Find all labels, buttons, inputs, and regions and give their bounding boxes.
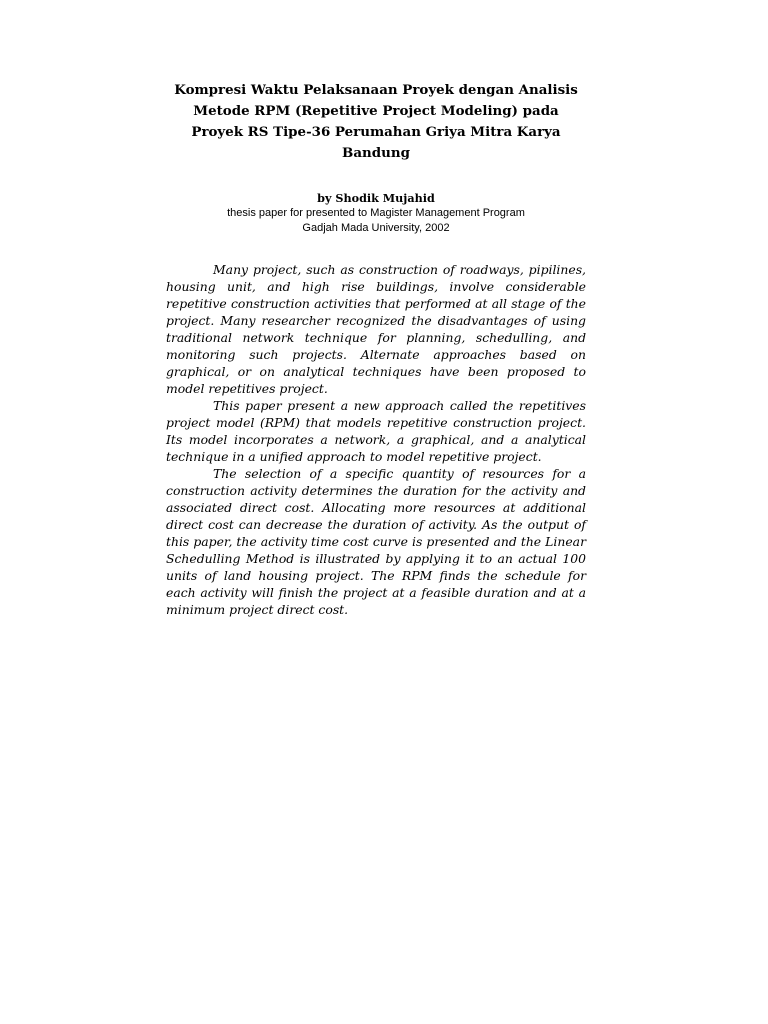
author-line: by Shodik Mujahid [317, 191, 435, 205]
abstract-paragraph: Many project, such as construction of roadways, pipilines, housing unit, and high rise buildings, involve considerable repetitive construction activities that performed at all stage of the project. Many researcher recognized the disadvantages of using traditional network technique for planning, schedulling, and monitoring such projects. Alternate approaches based on graphical, or on analytical techniques have been proposed to model repetitives project. [166, 262, 586, 396]
university-line: Gadjah Mada University, 2002 [302, 222, 450, 234]
affiliation-line: thesis paper for presented to Magister Management Program [227, 207, 525, 219]
author-block [166, 191, 586, 236]
document-page [166, 80, 586, 618]
abstract-paragraph: The selection of a specific quantity of resources for a construction activity determines the duration for the activity and associated direct cost. Allocating more resources at additional direct cost can decrease the duration of activity. As the output of this paper, the activity time cost curve is presented and the Linear Schedulling Method is illustrated by applying it to an actual 100 units of land housing project. The RPM finds the schedule for each activity will finish the project at a feasible duration and at a minimum project direct cost. [166, 466, 586, 617]
abstract-paragraph: This paper present a new approach called the repetitives project model (RPM) that models repetitive construction project. Its model incorporates a network, a graphical, and a analytical technique in a unified approach to model repetitive project. [166, 398, 586, 464]
document-title: Kompresi Waktu Pelaksanaan Proyek dengan Analisis Metode RPM (Repetitive Project Modeling) pada Proyek RS Tipe-36 Perumahan Griya Mitra Karya Bandung [174, 82, 578, 161]
abstract-body [166, 261, 586, 618]
